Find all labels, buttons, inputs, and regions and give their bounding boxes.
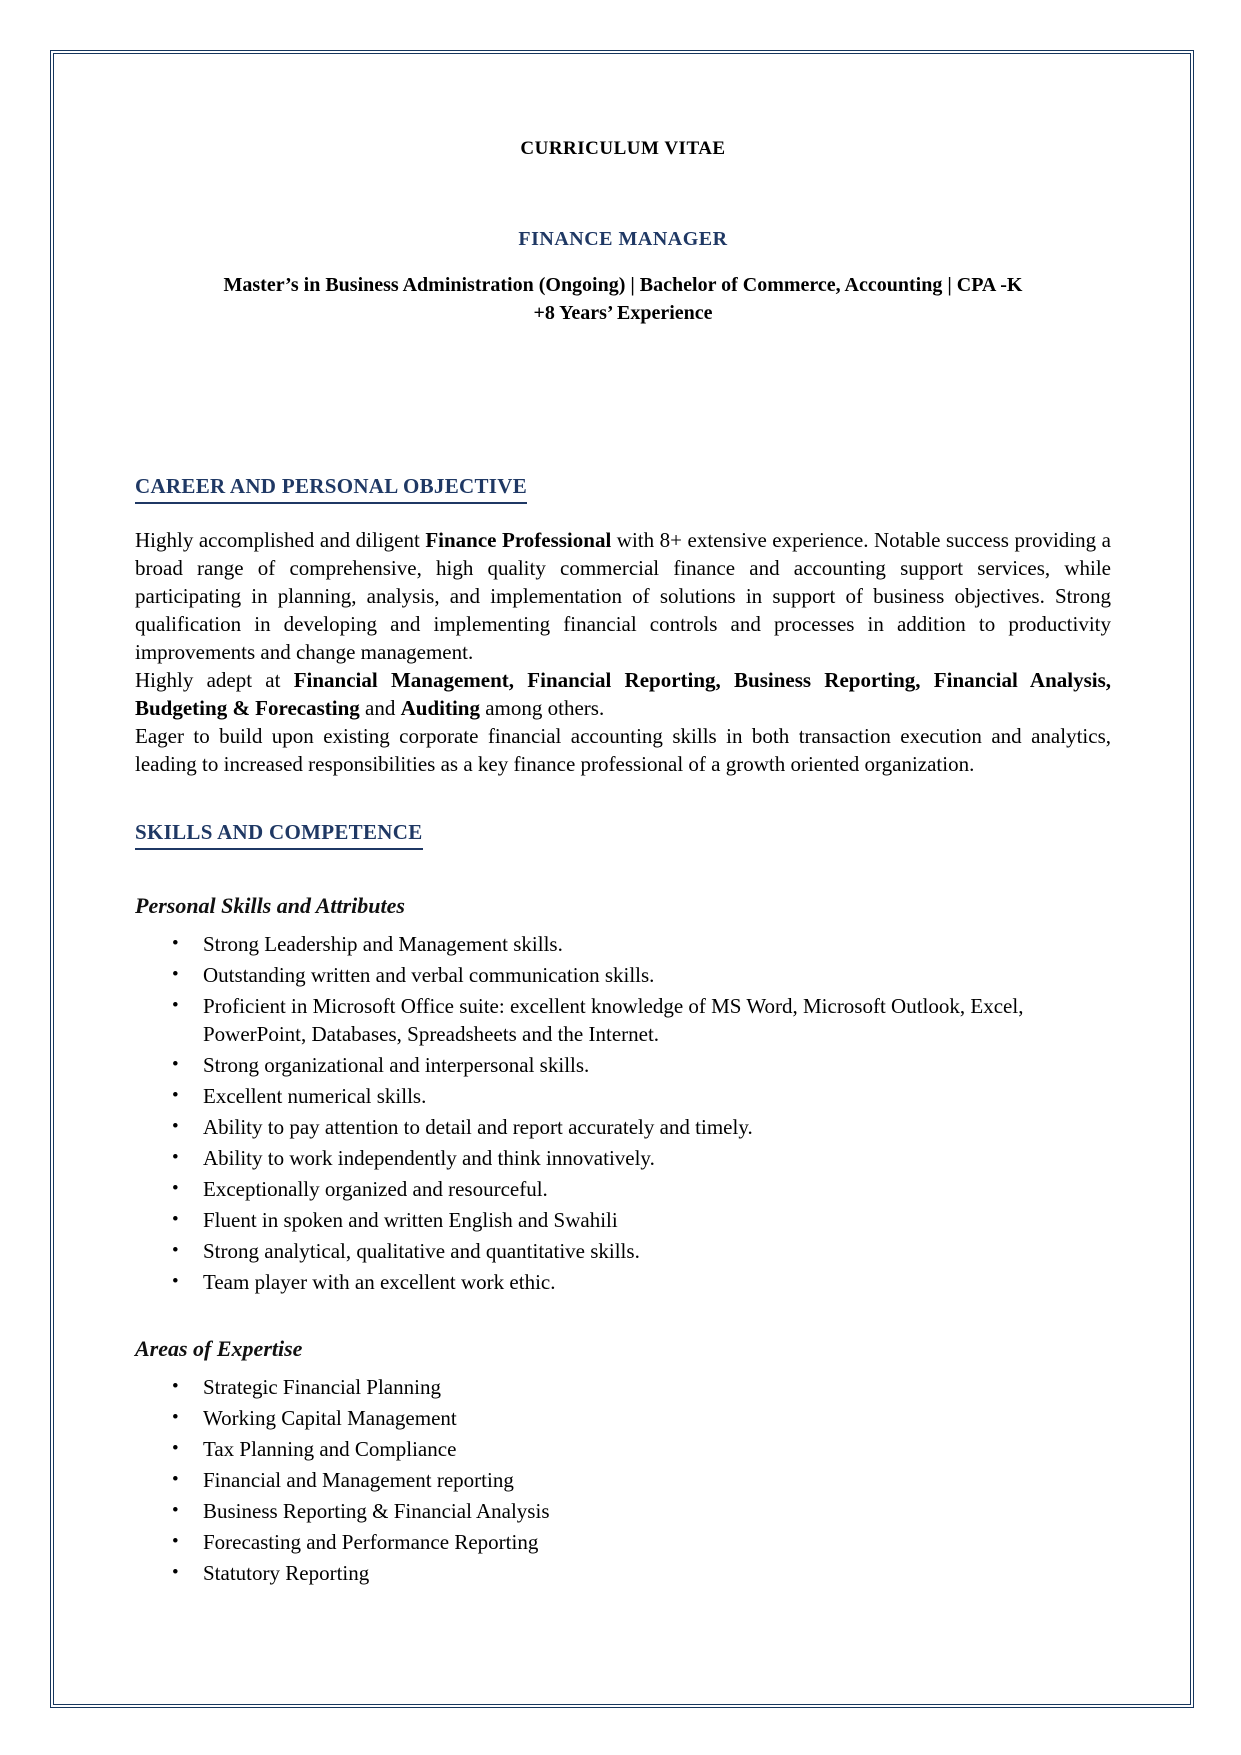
objective-p2-text-b: and xyxy=(359,696,401,720)
expertise-item xyxy=(172,1497,1111,1525)
bullet-icon: • xyxy=(172,933,179,954)
document-title: CURRICULUM VITAE xyxy=(520,138,726,159)
credentials-line-2: +8 Years’ Experience xyxy=(533,302,713,324)
expertise-item xyxy=(172,1435,1111,1463)
personal-skill-item xyxy=(172,1206,1111,1234)
expertise-item xyxy=(172,1528,1111,1556)
list-item-text: Financial and Management reporting xyxy=(203,1468,514,1492)
personal-skill-item xyxy=(172,992,1111,1048)
objective-section-heading xyxy=(135,472,1111,504)
bullet-icon: • xyxy=(172,995,179,1016)
spacer xyxy=(135,1299,1111,1335)
list-item-text: Tax Planning and Compliance xyxy=(203,1437,457,1461)
list-item-text: Strong analytical, qualitative and quantitative skills. xyxy=(203,1239,640,1263)
list-item-text: Fluent in spoken and written English and Swahili xyxy=(203,1208,618,1232)
objective-p2-bold-a: Financial Management, Financial Reporting, Business Reporting, Financial Analysis, Budgeting & Forecasting xyxy=(135,668,1112,720)
personal-skill-item xyxy=(172,1051,1111,1079)
expertise-item xyxy=(172,1404,1111,1432)
personal-skill-item xyxy=(172,1113,1111,1141)
list-item-text: Strong Leadership and Management skills. xyxy=(203,932,563,956)
personal-skills-subheading: Personal Skills and Attributes xyxy=(135,893,405,918)
list-item-text: Proficient in Microsoft Office suite: excellent knowledge of MS Word, Microsoft Outlook, Excel, PowerPoint, Databases, Spreadsheets and the Internet. xyxy=(203,994,1024,1046)
personal-skill-item xyxy=(172,930,1111,958)
bullet-icon: • xyxy=(172,1178,179,1199)
objective-p1-text-b: with 8+ extensive experience. Notable success providing a broad range of comprehensive, high quality commercial finance and accounting support services, while participating in planning, analysis, and implementation of solutions in support of business objectives. Strong qualification in developing and implementing financial controls and processes in addition to productivity improvements and change management. xyxy=(135,528,1111,664)
objective-paragraph-3: Eager to build upon existing corporate financial accounting skills in both transaction execution and analytics, leading to increased responsibilities as a key finance professional of a growth oriented organization. xyxy=(135,724,1111,776)
objective-p1-bold: Finance Professional xyxy=(425,528,612,552)
bullet-icon: • xyxy=(172,1407,179,1428)
spacer xyxy=(135,778,1111,818)
personal-skill-item xyxy=(172,1144,1111,1172)
bullet-icon: • xyxy=(172,1438,179,1459)
list-item-text: Strong organizational and interpersonal skills. xyxy=(203,1053,590,1077)
bullet-icon: • xyxy=(172,1562,179,1583)
list-item-text: Exceptionally organized and resourceful. xyxy=(203,1177,548,1201)
objective-p2-text-a: Highly adept at xyxy=(135,668,294,692)
personal-skill-item xyxy=(172,1268,1111,1296)
personal-skill-item xyxy=(172,1237,1111,1265)
areas-of-expertise-list xyxy=(135,1373,1111,1587)
list-item-text: Outstanding written and verbal communication skills. xyxy=(203,963,655,987)
expertise-item xyxy=(172,1559,1111,1587)
bullet-icon: • xyxy=(172,964,179,985)
list-item-text: Strategic Financial Planning xyxy=(203,1375,441,1399)
list-item-text: Statutory Reporting xyxy=(203,1561,370,1585)
objective-p1-text-a: Highly accomplished and diligent xyxy=(135,528,426,552)
spacer xyxy=(135,872,1111,892)
list-item-text: Business Reporting & Financial Analysis xyxy=(203,1499,550,1523)
bullet-icon: • xyxy=(172,1085,179,1106)
list-item-text: Team player with an excellent work ethic. xyxy=(203,1270,556,1294)
expertise-item xyxy=(172,1466,1111,1494)
objective-paragraph-1 xyxy=(135,526,1111,666)
expertise-item xyxy=(172,1373,1111,1401)
personal-skill-item xyxy=(172,1082,1111,1110)
objective-p2-bold-b: Auditing xyxy=(400,696,480,720)
credentials-line-1: Master’s in Business Administration (Ongoing) | Bachelor of Commerce, Accounting | CPA -K xyxy=(223,274,1023,296)
bullet-icon: • xyxy=(172,1054,179,1075)
objective-heading-text: CAREER AND PERSONAL OBJECTIVE xyxy=(135,472,527,504)
skills-heading-text: SKILLS AND COMPETENCE xyxy=(135,818,423,850)
personal-skill-item xyxy=(172,961,1111,989)
skills-section-heading xyxy=(135,818,1111,850)
list-item-text: Working Capital Management xyxy=(203,1406,457,1430)
bullet-icon: • xyxy=(172,1240,179,1261)
bullet-icon: • xyxy=(172,1531,179,1552)
list-item-text: Forecasting and Performance Reporting xyxy=(203,1530,539,1554)
bullet-icon: • xyxy=(172,1271,179,1292)
list-item-text: Excellent numerical skills. xyxy=(203,1084,427,1108)
credentials xyxy=(135,271,1111,327)
objective-paragraph-2 xyxy=(135,666,1111,722)
bullet-icon: • xyxy=(172,1116,179,1137)
bullet-icon: • xyxy=(172,1376,179,1397)
personal-skills-list xyxy=(135,930,1111,1296)
objective-p2-text-c: among others. xyxy=(479,696,605,720)
bullet-icon: • xyxy=(172,1147,179,1168)
bullet-icon: • xyxy=(172,1469,179,1490)
list-item-text: Ability to work independently and think innovatively. xyxy=(203,1146,655,1170)
personal-skill-item xyxy=(172,1175,1111,1203)
list-item-text: Ability to pay attention to detail and report accurately and timely. xyxy=(203,1115,753,1139)
areas-of-expertise-subheading: Areas of Expertise xyxy=(135,1336,303,1361)
bullet-icon: • xyxy=(172,1209,179,1230)
bullet-icon: • xyxy=(172,1500,179,1521)
job-title: FINANCE MANAGER xyxy=(518,228,728,250)
